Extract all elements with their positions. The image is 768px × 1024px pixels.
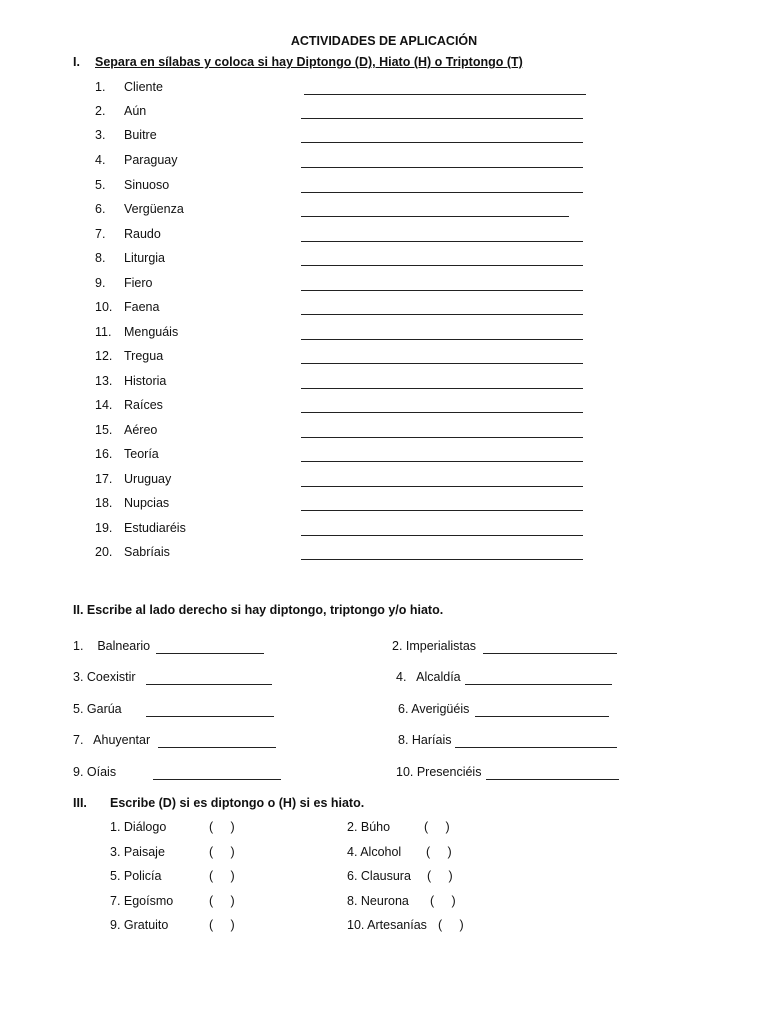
item-number: 8. <box>95 251 106 265</box>
answer-parentheses[interactable]: ( ) <box>427 869 453 883</box>
answer-line[interactable] <box>153 768 281 780</box>
section-2-item <box>73 670 149 684</box>
section-2-item <box>73 702 146 716</box>
section-2-item <box>73 639 150 653</box>
answer-line[interactable] <box>301 107 583 119</box>
answer-line[interactable] <box>304 83 586 95</box>
answer-line[interactable] <box>158 736 276 748</box>
item-label: 5. Garúa <box>73 702 146 716</box>
item-number: 2. <box>95 104 106 118</box>
answer-line[interactable] <box>301 279 583 291</box>
item-word: Liturgia <box>124 251 165 265</box>
section-1-item <box>0 374 768 392</box>
answer-line[interactable] <box>301 156 583 168</box>
item-label: 3. Coexistir <box>73 670 150 684</box>
item-number: 15. <box>95 423 113 437</box>
item-word: Aéreo <box>124 423 158 437</box>
item-number: 13. <box>95 374 113 388</box>
item-word: Aún <box>124 104 147 118</box>
section-1-item <box>0 472 768 490</box>
item-label: 4. Alcaldía <box>396 670 465 684</box>
answer-line[interactable] <box>301 524 583 536</box>
section-1-instruction: Separa en sílabas y coloca si hay Diptongo (D), Hiato (H) o Triptongo (T) <box>95 55 523 69</box>
answer-line[interactable] <box>465 673 612 685</box>
section-2-item <box>396 670 464 684</box>
section-2-item <box>73 733 154 747</box>
section-3-instruction: Escribe (D) si es diptongo o (H) si es hiato. <box>110 796 365 810</box>
item-word: Tregua <box>124 349 164 363</box>
item-word: Paraguay <box>124 153 178 167</box>
section-1-item <box>0 349 768 367</box>
item-label: 9. Oíais <box>73 765 151 779</box>
answer-parentheses[interactable]: ( ) <box>209 894 235 908</box>
answer-parentheses[interactable]: ( ) <box>209 918 235 932</box>
answer-line[interactable] <box>301 254 583 266</box>
section-1-item <box>0 545 768 563</box>
section-1-numeral: I. <box>73 55 80 69</box>
item-label: 1. Balneario <box>73 639 151 653</box>
answer-parentheses[interactable]: ( ) <box>209 820 235 834</box>
answer-line[interactable] <box>475 705 609 717</box>
section-1-item <box>0 128 768 146</box>
section-3-word: 4. Alcohol <box>347 845 402 859</box>
item-label: 2. Imperialistas <box>392 639 480 653</box>
item-word: Raíces <box>124 398 163 412</box>
answer-line[interactable] <box>301 205 569 217</box>
section-1-item <box>0 447 768 465</box>
item-word: Sinuoso <box>124 178 170 192</box>
section-3-word: 10. Artesanías <box>347 918 427 932</box>
item-word: Teoría <box>124 447 159 461</box>
item-word: Raudo <box>124 227 161 241</box>
answer-line[interactable] <box>301 499 583 511</box>
item-word: Sabríais <box>124 545 170 559</box>
section-2-item <box>392 639 480 653</box>
answer-line[interactable] <box>483 642 617 654</box>
answer-line[interactable] <box>455 736 617 748</box>
item-word: Estudiaréis <box>124 521 186 535</box>
answer-parentheses[interactable]: ( ) <box>426 845 452 859</box>
answer-line[interactable] <box>301 352 583 364</box>
section-1-item <box>0 423 768 441</box>
answer-line[interactable] <box>301 303 583 315</box>
section-1-item <box>0 153 768 171</box>
answer-line[interactable] <box>301 377 583 389</box>
section-1-item <box>0 398 768 416</box>
section-1-item <box>0 521 768 539</box>
item-number: 5. <box>95 178 106 192</box>
item-number: 10. <box>95 300 113 314</box>
section-1-item <box>0 276 768 294</box>
section-3-word: 3. Paisaje <box>110 845 165 859</box>
section-3-word: 9. Gratuito <box>110 918 169 932</box>
item-number: 3. <box>95 128 106 142</box>
section-1-item <box>0 496 768 514</box>
answer-line[interactable] <box>301 131 583 143</box>
section-3-word: 8. Neurona <box>347 894 409 908</box>
section-3-numeral: III. <box>73 796 87 810</box>
item-number: 20. <box>95 545 113 559</box>
section-1-item <box>0 104 768 122</box>
answer-line[interactable] <box>301 230 583 242</box>
section-2-item <box>73 765 151 779</box>
section-1-item <box>0 178 768 196</box>
item-word: Faena <box>124 300 160 314</box>
answer-parentheses[interactable]: ( ) <box>209 869 235 883</box>
section-1-item <box>0 80 768 98</box>
section-1-item <box>0 251 768 269</box>
item-number: 14. <box>95 398 113 412</box>
item-word: Historia <box>124 374 167 388</box>
item-number: 6. <box>95 202 106 216</box>
section-2-item <box>396 765 485 779</box>
item-label: 7. Ahuyentar <box>73 733 154 747</box>
answer-line[interactable] <box>301 328 583 340</box>
answer-line[interactable] <box>301 181 583 193</box>
item-word: Vergüenza <box>124 202 184 216</box>
item-word: Buitre <box>124 128 157 142</box>
section-3-word: 2. Búho <box>347 820 391 834</box>
section-1-item <box>0 325 768 343</box>
answer-line[interactable] <box>301 426 583 438</box>
section-2-item <box>398 702 473 716</box>
answer-parentheses[interactable]: ( ) <box>424 820 450 834</box>
answer-line[interactable] <box>301 548 583 560</box>
item-number: 1. <box>95 80 106 94</box>
section-1-item <box>0 227 768 245</box>
section-3-word: 5. Policía <box>110 869 162 883</box>
item-word: Nupcias <box>124 496 170 510</box>
item-label: 8. Haríais <box>398 733 455 747</box>
answer-line[interactable] <box>146 705 274 717</box>
item-number: 18. <box>95 496 113 510</box>
section-1-item <box>0 300 768 318</box>
item-word: Menguáis <box>124 325 179 339</box>
item-label: 10. Presenciéis <box>396 765 485 779</box>
section-3-word: 1. Diálogo <box>110 820 167 834</box>
item-word: Fiero <box>124 276 153 290</box>
answer-line[interactable] <box>486 768 619 780</box>
answer-line[interactable] <box>301 475 583 487</box>
item-number: 12. <box>95 349 113 363</box>
answer-line[interactable] <box>301 401 583 413</box>
section-3-word: 6. Clausura <box>347 869 411 883</box>
answer-parentheses[interactable]: ( ) <box>430 894 456 908</box>
item-word: Cliente <box>124 80 163 94</box>
answer-line[interactable] <box>301 450 583 462</box>
item-word: Uruguay <box>124 472 172 486</box>
answer-parentheses[interactable]: ( ) <box>438 918 464 932</box>
item-number: 11. <box>95 325 112 339</box>
item-number: 7. <box>95 227 106 241</box>
item-number: 4. <box>95 153 106 167</box>
section-2-item <box>398 733 455 747</box>
item-number: 9. <box>95 276 106 290</box>
answer-line[interactable] <box>156 642 264 654</box>
answer-line[interactable] <box>146 673 272 685</box>
item-label: 6. Averigüéis <box>398 702 473 716</box>
section-2-instruction: II. Escribe al lado derecho si hay diptongo, triptongo y/o hiato. <box>73 603 444 617</box>
item-number: 19. <box>95 521 113 535</box>
section-3-word: 7. Egoísmo <box>110 894 174 908</box>
answer-parentheses[interactable]: ( ) <box>209 845 235 859</box>
page-title: ACTIVIDADES DE APLICACIÓN <box>290 34 478 48</box>
item-number: 16. <box>95 447 113 461</box>
section-1-item <box>0 202 768 220</box>
item-number: 17. <box>95 472 113 486</box>
